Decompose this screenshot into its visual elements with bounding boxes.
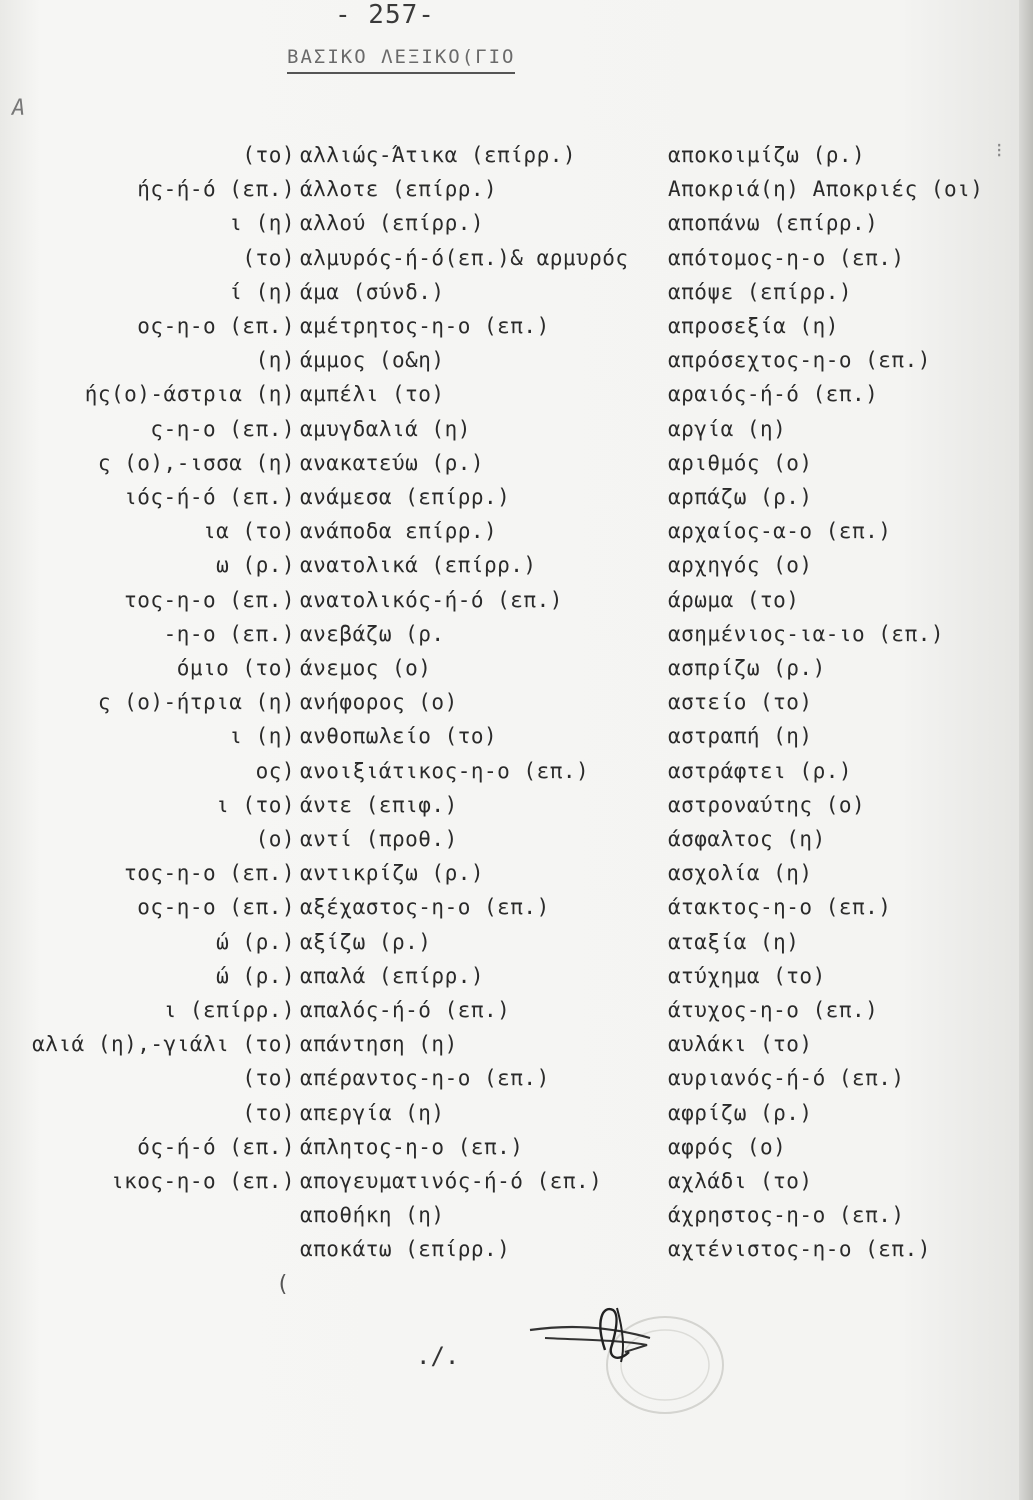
dictionary-entry: απογευματινός-ή-ό (επ.): [300, 1169, 603, 1193]
dictionary-entry: ι (η): [229, 724, 295, 749]
dictionary-entry: αστείο (το): [668, 690, 813, 715]
dictionary-entry: (το): [242, 245, 295, 270]
dictionary-entry: αμυγδαλιά (η): [300, 416, 471, 441]
dictionary-entry: αρχηγός (ο): [668, 553, 813, 578]
dictionary-entry: ανθοπωλείο (το): [300, 724, 498, 749]
page-title: ΒΑΣΙΚΟ ΛΕΞΙΚΟ(ΓΙΟ: [287, 46, 515, 74]
dictionary-entry: (το): [242, 1100, 295, 1125]
dictionary-entry: ής-ή-ό (επ.): [137, 177, 295, 202]
dictionary-entry: ι (το): [216, 792, 295, 817]
dictionary-entry: ασπρίζω (ρ.): [668, 656, 826, 680]
left-column: [0, 138, 295, 1198]
dictionary-entry: ιός-ή-ό (επ.): [124, 485, 295, 509]
dictionary-entry: ια (το): [202, 519, 295, 544]
dictionary-entry: ανατολικός-ή-ό (επ.): [300, 587, 563, 612]
dictionary-entry: ος): [255, 758, 295, 783]
dictionary-entry: άμα (σύνδ.): [300, 279, 445, 304]
dictionary-entry: άτακτος-η-ο (επ.): [668, 895, 892, 920]
dictionary-entry: αντικρίζω (ρ.): [300, 861, 485, 886]
dictionary-entry: αχτένιστος-η-ο (επ.): [668, 1237, 931, 1262]
dictionary-entry: απαλά (επίρρ.): [300, 963, 485, 988]
dictionary-entry: ς (ο)-ήτρια (η): [97, 690, 295, 715]
dictionary-entry: απάντηση (η): [300, 1032, 458, 1057]
dictionary-entry: ι (επίρρ.): [163, 998, 295, 1022]
dictionary-entry: ασημένιος-ια-ιο (επ.): [668, 621, 945, 646]
dictionary-entry: άντε (επιφ.): [300, 792, 458, 817]
dictionary-entry: άμμος (ο&η): [300, 348, 445, 373]
dictionary-entry: αξίζω (ρ.): [300, 929, 432, 954]
dictionary-entry: ικος-η-ο (επ.): [110, 1169, 295, 1193]
dictionary-entry: αποκάτω (επίρρ.): [300, 1237, 511, 1262]
dictionary-entry: άλλοτε (επίρρ.): [300, 177, 498, 202]
dictionary-entry: αχλάδι (το): [668, 1169, 813, 1193]
dictionary-entry: αστραπή (η): [668, 724, 813, 749]
dictionary-entry: ώ (ρ.): [216, 929, 295, 954]
continuation-mark: ./.: [416, 1342, 460, 1370]
dictionary-entry: τος-η-ο (επ.): [124, 861, 295, 886]
dictionary-entry: ός-ή-ό (επ.): [137, 1134, 295, 1159]
dictionary-entry: ς (ο),-ισσα (η): [97, 450, 295, 475]
dictionary-entry: άσφαλτος (η): [668, 827, 826, 851]
section-letter: Α: [12, 96, 26, 121]
dictionary-entry: ανάμεσα (επίρρ.): [300, 485, 511, 509]
dictionary-entry: αξέχαστος-η-ο (επ.): [300, 895, 550, 920]
dictionary-entry: αποπάνω (επίρρ.): [668, 211, 879, 236]
dictionary-entry: ω (ρ.): [216, 553, 295, 578]
dictionary-entry: αμπέλι (το): [300, 382, 445, 407]
dictionary-entry: ής(ο)-άστρια (η): [84, 382, 295, 407]
dictionary-entry: άχρηστος-η-ο (επ.): [668, 1203, 905, 1228]
dictionary-entry: (το): [242, 143, 295, 167]
dictionary-entry: απροσεξία (η): [668, 314, 839, 338]
dictionary-entry: αφρός (ο): [668, 1134, 787, 1159]
dictionary-entry: αυλάκι (το): [668, 1032, 813, 1057]
dictionary-entry: αυριανός-ή-ό (επ.): [668, 1066, 905, 1091]
dictionary-entry: (η): [255, 348, 295, 373]
dictionary-entry: απέραντος-η-ο (επ.): [300, 1066, 550, 1091]
dictionary-entry: ανήφορος (ο): [300, 690, 458, 715]
dictionary-entry: αποκοιμίζω (ρ.): [668, 143, 866, 167]
dictionary-entry: απρόσεχτος-η-ο (επ.): [668, 348, 931, 373]
dictionary-entry: αμέτρητος-η-ο (επ.): [300, 314, 550, 338]
stray-mark: (: [276, 1272, 290, 1297]
dictionary-entry: αριθμός (ο): [668, 450, 813, 475]
middle-column: [300, 138, 665, 1268]
dictionary-entry: αποθήκη (η): [300, 1203, 445, 1228]
page-number: - 257-: [335, 0, 435, 30]
dictionary-entry: άνεμος (ο): [300, 656, 432, 680]
dictionary-entry: απότομος-η-ο (επ.): [668, 245, 905, 270]
dictionary-entry: αστράφτει (ρ.): [668, 758, 853, 783]
dictionary-entry: (ο): [255, 827, 295, 851]
right-column: [668, 138, 1018, 1268]
dictionary-entry: Αποκριά(η) Αποκριές (οι): [668, 177, 984, 202]
dictionary-entry: ανάποδα επίρρ.): [300, 519, 498, 544]
dictionary-entry: ανεβάζω (ρ.: [300, 621, 445, 646]
dictionary-entry: αλμυρός-ή-ό(επ.)& αρμυρός: [300, 245, 629, 270]
dictionary-entry: τος-η-ο (επ.): [124, 587, 295, 612]
dictionary-entry: ι (η): [229, 211, 295, 236]
dictionary-entry: αργία (η): [668, 416, 787, 441]
dictionary-entry: άρωμα (το): [668, 587, 800, 612]
page-edge-shadow: [1019, 0, 1033, 1500]
handwritten-signature: [525, 1300, 675, 1380]
dictionary-entry: αντί (προθ.): [300, 827, 458, 851]
dictionary-entry: αρπάζω (ρ.): [668, 485, 813, 509]
dictionary-entry: αστροναύτης (ο): [668, 792, 866, 817]
dictionary-entry: αρχαίος-α-ο (επ.): [668, 519, 892, 544]
dictionary-entry: ί (η): [229, 279, 295, 304]
margin-tick-mark: ⁝: [996, 138, 1003, 162]
dictionary-entry: άτυχος-η-ο (επ.): [668, 998, 879, 1022]
dictionary-entry: απεργία (η): [300, 1100, 445, 1125]
dictionary-entry: ασχολία (η): [668, 861, 813, 886]
dictionary-entry: άπλητος-η-ο (επ.): [300, 1134, 524, 1159]
dictionary-entry: ανοιξιάτικος-η-ο (επ.): [300, 758, 590, 783]
dictionary-entry: αταξία (η): [668, 929, 800, 954]
dictionary-entry: αλλού (επίρρ.): [300, 211, 485, 236]
dictionary-entry: αραιός-ή-ό (επ.): [668, 382, 879, 407]
dictionary-entry: αλιά (η),-γιάλι (το): [32, 1032, 295, 1057]
dictionary-entry: αφρίζω (ρ.): [668, 1100, 813, 1125]
dictionary-entry: ος-η-ο (επ.): [137, 314, 295, 338]
dictionary-entry: αλλιώς-Άτικα (επίρρ.): [300, 143, 577, 167]
dictionary-entry: ατύχημα (το): [668, 963, 826, 988]
dictionary-entry: ανατολικά (επίρρ.): [300, 553, 537, 578]
dictionary-entry: ανακατεύω (ρ.): [300, 450, 485, 475]
dictionary-entry: (το): [242, 1066, 295, 1091]
dictionary-entry: -η-ο (επ.): [163, 621, 295, 646]
dictionary-entry: απόψε (επίρρ.): [668, 279, 853, 304]
dictionary-entry: απαλός-ή-ό (επ.): [300, 998, 511, 1022]
dictionary-entry: ος-η-ο (επ.): [137, 895, 295, 920]
dictionary-entry: ώ (ρ.): [216, 963, 295, 988]
dictionary-entry: όμιο (το): [176, 656, 295, 680]
dictionary-entry: ς-η-ο (επ.): [150, 416, 295, 441]
